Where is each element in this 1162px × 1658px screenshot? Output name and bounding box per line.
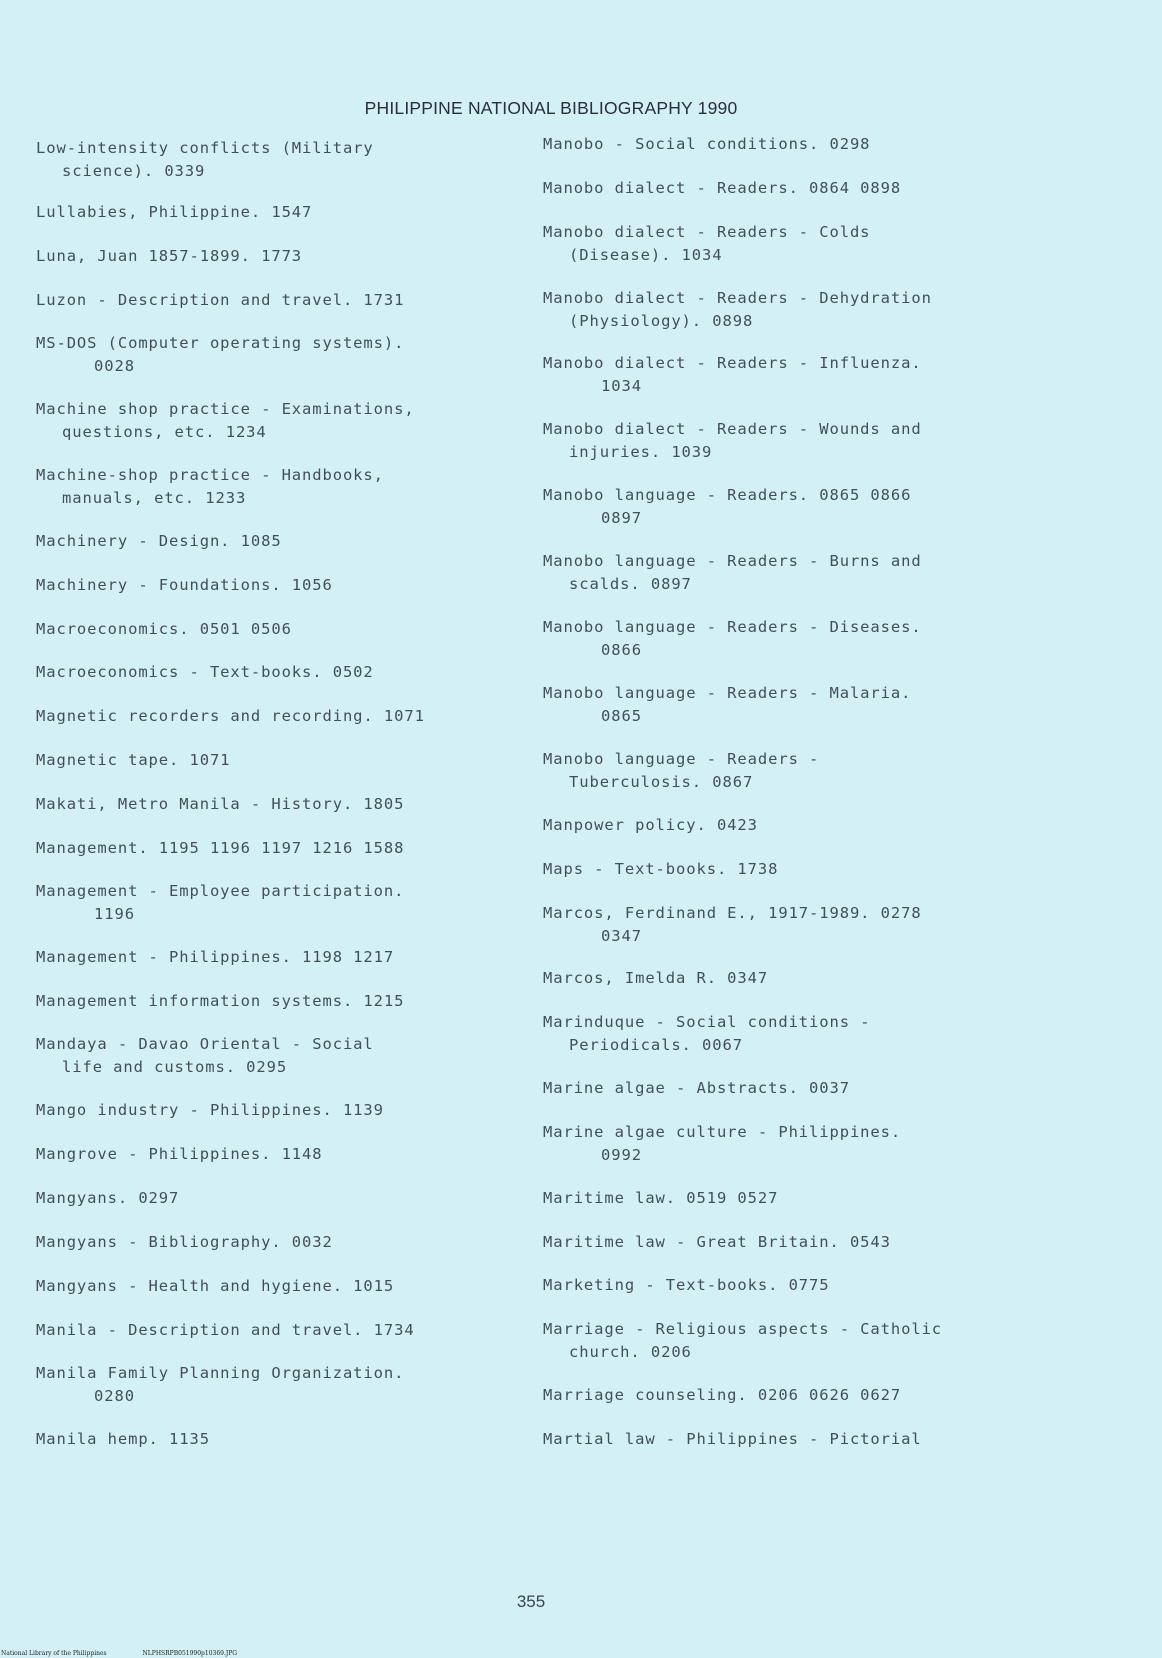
entry-continuation: questions, etc. 1234: [62, 423, 267, 441]
entry-heading: Machinery - Design. 1085: [36, 532, 282, 550]
index-entry: [36, 289, 506, 312]
entry-heading: Management. 1195 1196 1197 1216 1588: [36, 839, 405, 857]
entry-continuation: 0028: [94, 357, 135, 375]
entry-heading: Manobo language - Readers - Malaria.: [543, 684, 912, 702]
entry-heading: Management - Employee participation.: [36, 882, 405, 900]
page-header: PHILIPPINE NATIONAL BIBLIOGRAPHY 1990: [364, 98, 738, 118]
entry-heading: Manpower policy. 0423: [543, 816, 758, 834]
index-entry: [543, 221, 1023, 267]
entry-heading: Marinduque - Social conditions -: [543, 1013, 871, 1031]
index-entry: [36, 332, 506, 378]
index-entry: [36, 201, 506, 224]
index-entry: [543, 1121, 1023, 1167]
index-entry: [36, 137, 506, 183]
entry-heading: Macroeconomics. 0501 0506: [36, 620, 292, 638]
entry-heading: Luna, Juan 1857-1899. 1773: [36, 247, 303, 265]
entry-heading: Manobo - Social conditions. 0298: [543, 135, 871, 153]
index-entry: [36, 245, 506, 268]
index-entry: [36, 1319, 506, 1342]
entry-heading: Management information systems. 1215: [36, 992, 405, 1010]
entry-heading: Manila - Description and travel. 1734: [36, 1321, 415, 1339]
entry-heading: Mangrove - Philippines. 1148: [36, 1145, 323, 1163]
index-entry: [543, 352, 1023, 398]
entry-heading: Marcos, Imelda R. 0347: [543, 969, 769, 987]
entry-heading: Manobo language - Readers - Diseases.: [543, 618, 922, 636]
entry-heading: Marine algae culture - Philippines.: [543, 1123, 902, 1141]
index-entry: [36, 1143, 506, 1166]
entry-heading: Manobo dialect - Readers - Dehydration: [543, 289, 932, 307]
index-entry: [543, 616, 1023, 662]
entry-continuation: 1034: [601, 377, 642, 395]
entry-heading: Management - Philippines. 1198 1217: [36, 948, 395, 966]
entry-continuation: 0347: [601, 927, 642, 945]
index-entry: [543, 1077, 1023, 1100]
entry-heading: Mangyans - Bibliography. 0032: [36, 1233, 333, 1251]
entry-heading: Manobo language - Readers -: [543, 750, 820, 768]
entry-continuation: Periodicals. 0067: [569, 1036, 743, 1054]
index-entry: [36, 705, 506, 728]
entry-continuation: Tuberculosis. 0867: [569, 773, 754, 791]
index-entry: [543, 902, 1023, 948]
index-entry: [36, 464, 506, 510]
entry-heading: Magnetic recorders and recording. 1071: [36, 707, 425, 725]
entry-heading: Luzon - Description and travel. 1731: [36, 291, 405, 309]
footer-file: NLPHSRPB051990p10369.JPG: [142, 1650, 238, 1657]
entry-heading: Marketing - Text-books. 0775: [543, 1276, 830, 1294]
entry-continuation: 0992: [601, 1146, 642, 1164]
entry-heading: Manobo dialect - Readers - Wounds and: [543, 420, 922, 438]
index-entry: [36, 837, 506, 860]
index-entry: [36, 749, 506, 772]
index-entry: [543, 682, 1023, 728]
index-entry: [36, 990, 506, 1013]
entry-heading: Makati, Metro Manila - History. 1805: [36, 795, 405, 813]
index-entry: [543, 550, 1023, 596]
index-entry: [36, 661, 506, 684]
index-entry: [543, 814, 1023, 837]
entry-continuation: injuries. 1039: [569, 443, 713, 461]
index-entry: [543, 177, 1023, 200]
index-entry: [36, 618, 506, 641]
entry-heading: Marriage counseling. 0206 0626 0627: [543, 1386, 902, 1404]
index-entry: [543, 287, 1023, 333]
index-entry: [543, 1318, 1023, 1364]
entry-heading: Manobo dialect - Readers - Influenza.: [543, 354, 922, 372]
entry-heading: Machine shop practice - Examinations,: [36, 400, 415, 418]
entry-continuation: 0866: [601, 641, 642, 659]
entry-continuation: manuals, etc. 1233: [62, 489, 247, 507]
index-entry: [36, 398, 506, 444]
entry-heading: Marcos, Ferdinand E., 1917-1989. 0278: [543, 904, 922, 922]
index-entry: [543, 748, 1023, 794]
index-entry: [36, 880, 506, 926]
entry-heading: Mango industry - Philippines. 1139: [36, 1101, 384, 1119]
index-entry: [543, 133, 1023, 156]
index-entry: [543, 1428, 1023, 1451]
index-entry: [543, 1231, 1023, 1254]
entry-heading: Manila Family Planning Organization.: [36, 1364, 405, 1382]
entry-heading: Manobo language - Readers. 0865 0866: [543, 486, 912, 504]
index-entry: [36, 1099, 506, 1122]
entry-continuation: life and customs. 0295: [62, 1058, 288, 1076]
entry-continuation: (Physiology). 0898: [569, 312, 754, 330]
index-entry: [543, 1187, 1023, 1210]
entry-heading: Manobo language - Readers - Burns and: [543, 552, 922, 570]
entry-continuation: 0280: [94, 1387, 135, 1405]
index-entry: [36, 946, 506, 969]
index-entry: [543, 1011, 1023, 1057]
entry-heading: Manobo dialect - Readers. 0864 0898: [543, 179, 902, 197]
entry-heading: Magnetic tape. 1071: [36, 751, 231, 769]
entry-continuation: (Disease). 1034: [569, 246, 723, 264]
entry-heading: Macroeconomics - Text-books. 0502: [36, 663, 374, 681]
entry-heading: Machine-shop practice - Handbooks,: [36, 466, 384, 484]
entry-heading: Manobo dialect - Readers - Colds: [543, 223, 871, 241]
scan-footer: [1, 1650, 271, 1657]
index-entry: [36, 1362, 506, 1408]
entry-heading: Maritime law - Great Britain. 0543: [543, 1233, 891, 1251]
index-entry: [36, 1275, 506, 1298]
index-entry: [36, 1033, 506, 1079]
index-entry: [543, 967, 1023, 990]
index-entry: [36, 1428, 506, 1451]
entry-heading: Martial law - Philippines - Pictorial: [543, 1430, 922, 1448]
index-entry: [543, 418, 1023, 464]
entry-heading: Mandaya - Davao Oriental - Social: [36, 1035, 374, 1053]
index-entry: [36, 1187, 506, 1210]
index-entry: [543, 1274, 1023, 1297]
entry-heading: Maritime law. 0519 0527: [543, 1189, 779, 1207]
entry-continuation: 1196: [94, 905, 135, 923]
index-entry: [36, 530, 506, 553]
page-number: 355: [516, 1592, 546, 1611]
index-entry: [36, 793, 506, 816]
entry-heading: Lullabies, Philippine. 1547: [36, 203, 313, 221]
entry-continuation: church. 0206: [569, 1343, 692, 1361]
index-entry: [36, 1231, 506, 1254]
entry-heading: Mangyans. 0297: [36, 1189, 180, 1207]
entry-continuation: 0865: [601, 707, 642, 725]
entry-heading: MS-DOS (Computer operating systems).: [36, 334, 405, 352]
index-entry: [543, 1384, 1023, 1407]
index-entry: [543, 858, 1023, 881]
entry-heading: Maps - Text-books. 1738: [543, 860, 779, 878]
index-entry: [543, 484, 1023, 530]
entry-heading: Machinery - Foundations. 1056: [36, 576, 333, 594]
entry-continuation: 0897: [601, 509, 642, 527]
footer-library: National Library of the Philippines: [1, 1650, 107, 1657]
index-entry: [36, 574, 506, 597]
entry-continuation: scalds. 0897: [569, 575, 692, 593]
entry-heading: Marriage - Religious aspects - Catholic: [543, 1320, 943, 1338]
entry-heading: Mangyans - Health and hygiene. 1015: [36, 1277, 395, 1295]
entry-heading: Manila hemp. 1135: [36, 1430, 210, 1448]
entry-heading: Low-intensity conflicts (Military: [36, 139, 374, 157]
entry-continuation: science). 0339: [62, 162, 206, 180]
entry-heading: Marine algae - Abstracts. 0037: [543, 1079, 850, 1097]
